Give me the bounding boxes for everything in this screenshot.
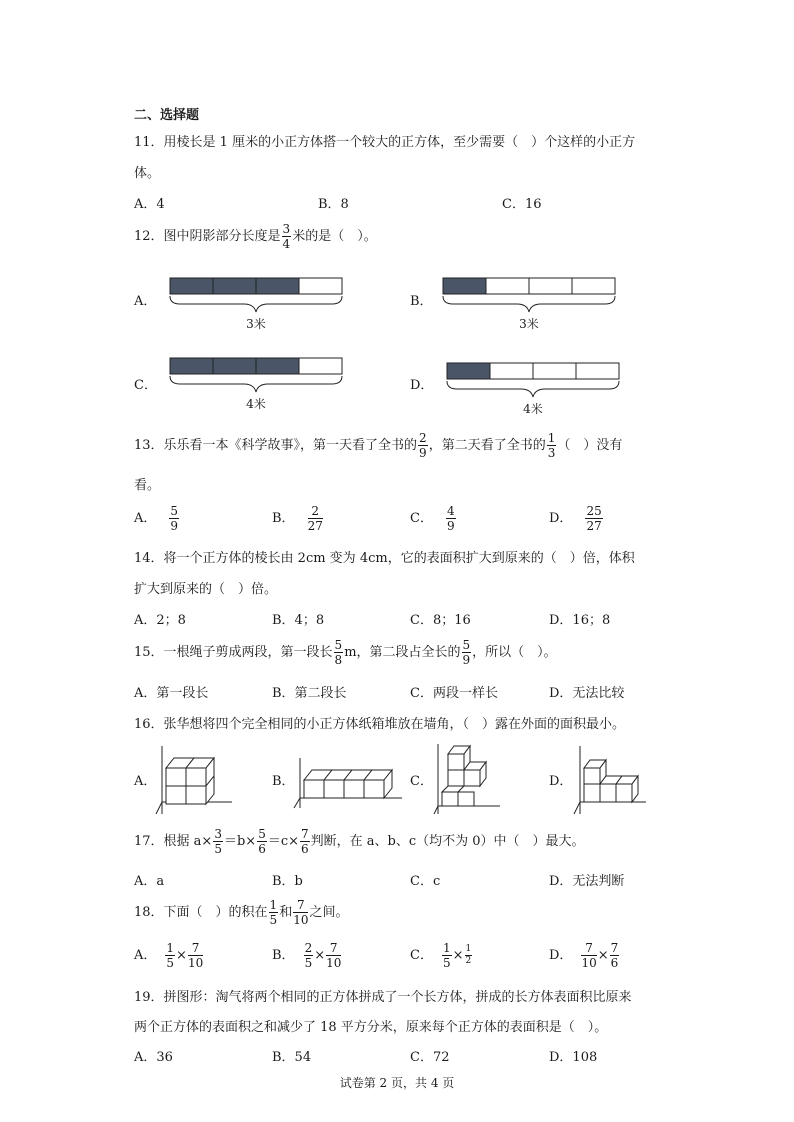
page-footer: 试卷第 2 页，共 4 页	[339, 1076, 455, 1090]
q14-option-d[interactable]: D．16；8	[549, 613, 611, 628]
q18-option-d[interactable]: D． $\frac{7}{10}$ × $\frac{7}{6}$	[549, 941, 619, 970]
q14-line1: 14．将一个正方体的棱长由 2cm 变为 4cm，它的表面积扩大到原来的（ ）倍，体积	[134, 551, 635, 566]
q15-option-a[interactable]: A．第一段长	[134, 686, 209, 701]
q13-option-a[interactable]: A． $\frac{5}{9}$	[134, 504, 179, 533]
q19-option-b[interactable]: B．54	[272, 1050, 312, 1065]
q11-option-a[interactable]: A．4	[134, 197, 165, 212]
q12-bar-b	[441, 276, 617, 332]
q11-option-c[interactable]: C．16	[502, 197, 542, 212]
q19-option-c[interactable]: C．72	[410, 1050, 450, 1065]
q17-stem: 17．根据 a× $\frac{3}{5}$ ＝b× $\frac{5}{6}$ ＝c× $\frac{7}{6}$ 判断，在 a、b、c（均不为 0）中（ ）最大。	[134, 827, 585, 856]
q19-option-d[interactable]: D．108	[549, 1050, 598, 1065]
q19-line2: 两个正方体的表面积之和减少了 18 平方分米，原来每个正方体的表面积是（ ）。	[134, 1020, 608, 1035]
q13-line2: 看。	[134, 478, 161, 493]
q16-option-d[interactable]: D．	[549, 774, 573, 789]
q18-option-a[interactable]: A． $\frac{1}{5}$ × $\frac{7}{10}$	[134, 941, 204, 970]
q16-figure-c	[432, 744, 502, 816]
section-title: 二、选择题	[134, 108, 200, 123]
q12-option-b[interactable]: B．	[410, 294, 433, 309]
q12-label-d: 4米	[523, 402, 543, 416]
q18-option-b[interactable]: B． $\frac{2}{5}$ × $\frac{7}{10}$	[272, 941, 342, 970]
q19-option-a[interactable]: A．36	[134, 1050, 173, 1065]
q18-stem: 18．下面（ ）的积在 $\frac{1}{5}$ 和 $\frac{7}{10}$ 之间。	[134, 898, 349, 927]
q16-option-a[interactable]: A．	[134, 774, 157, 789]
q14-option-a[interactable]: A．2；8	[134, 613, 186, 628]
q16-figure-d	[572, 746, 648, 816]
q15-option-b[interactable]: B．第二段长	[272, 686, 347, 701]
q12-label-c: 4米	[246, 397, 266, 411]
q13-option-c[interactable]: C． $\frac{4}{9}$	[410, 504, 455, 533]
q12-option-d[interactable]: D．	[410, 378, 434, 393]
q14-option-b[interactable]: B．4；8	[272, 613, 325, 628]
q11-line1: 11．用棱长是 1 厘米的小正方体搭一个较大的正方体，至少需要（ ）个这样的小正方	[134, 135, 636, 150]
q18-option-c[interactable]: C． $\frac{1}{5}$ × $\frac{1}{2}$	[410, 941, 472, 970]
q16-option-b[interactable]: B．	[272, 774, 295, 789]
q13-option-d[interactable]: D． $\frac{25}{27}$	[549, 504, 602, 533]
q15-option-d[interactable]: D．无法比较	[549, 686, 625, 701]
q12-bar-a	[168, 276, 344, 332]
q16-figure-b	[292, 758, 404, 810]
q12-bar-c	[168, 356, 344, 412]
q14-option-c[interactable]: C．8；16	[410, 613, 471, 628]
q11-option-b[interactable]: B．8	[318, 197, 349, 212]
q12-label-a: 3米	[246, 317, 266, 331]
q16-option-c[interactable]: C．	[410, 774, 433, 789]
q15-stem: 15．一根绳子剪成两段，第一段长 $\frac{5}{8}$ m，第二段占全长的 $\frac{5}{9}$ ，所以（ ）。	[134, 638, 557, 667]
q12-option-a[interactable]: A．	[134, 294, 157, 309]
q17-option-b[interactable]: B．b	[272, 874, 303, 889]
q17-option-d[interactable]: D．无法判断	[549, 874, 625, 889]
q14-line2: 扩大到原来的（ ）倍。	[134, 582, 278, 597]
q17-option-c[interactable]: C．c	[410, 874, 441, 889]
q12-fraction: $\frac{3}{4}$	[282, 222, 291, 251]
q13-stem: 13．乐乐看一本《科学故事》，第一天看了全书的 $\frac{2}{9}$ ，第二天看了全书的 $\frac{1}{3}$ （ ）没有	[134, 431, 623, 460]
q11-line2: 体。	[134, 166, 161, 181]
q19-line1: 19．拼图形：淘气将两个相同的正方体拼成了一个长方体，拼成的长方体表面积比原来	[134, 990, 632, 1005]
q17-option-a[interactable]: A．a	[134, 874, 165, 889]
q16-figure-a	[152, 746, 234, 816]
q12-option-c[interactable]: C．	[134, 378, 157, 393]
q16-line1: 16．张华想将四个完全相同的小正方体纸箱堆放在墙角，（ ）露在外面的面积最小。	[134, 717, 626, 732]
q12-stem: 12．图中阴影部分长度是 $\frac{3}{4}$ 米的是（ ）。	[134, 222, 377, 251]
q12-label-b: 3米	[519, 317, 539, 331]
q12-bar-d	[445, 361, 621, 417]
q15-option-c[interactable]: C．两段一样长	[410, 686, 498, 701]
q13-option-b[interactable]: B． $\frac{2}{27}$	[272, 504, 323, 533]
